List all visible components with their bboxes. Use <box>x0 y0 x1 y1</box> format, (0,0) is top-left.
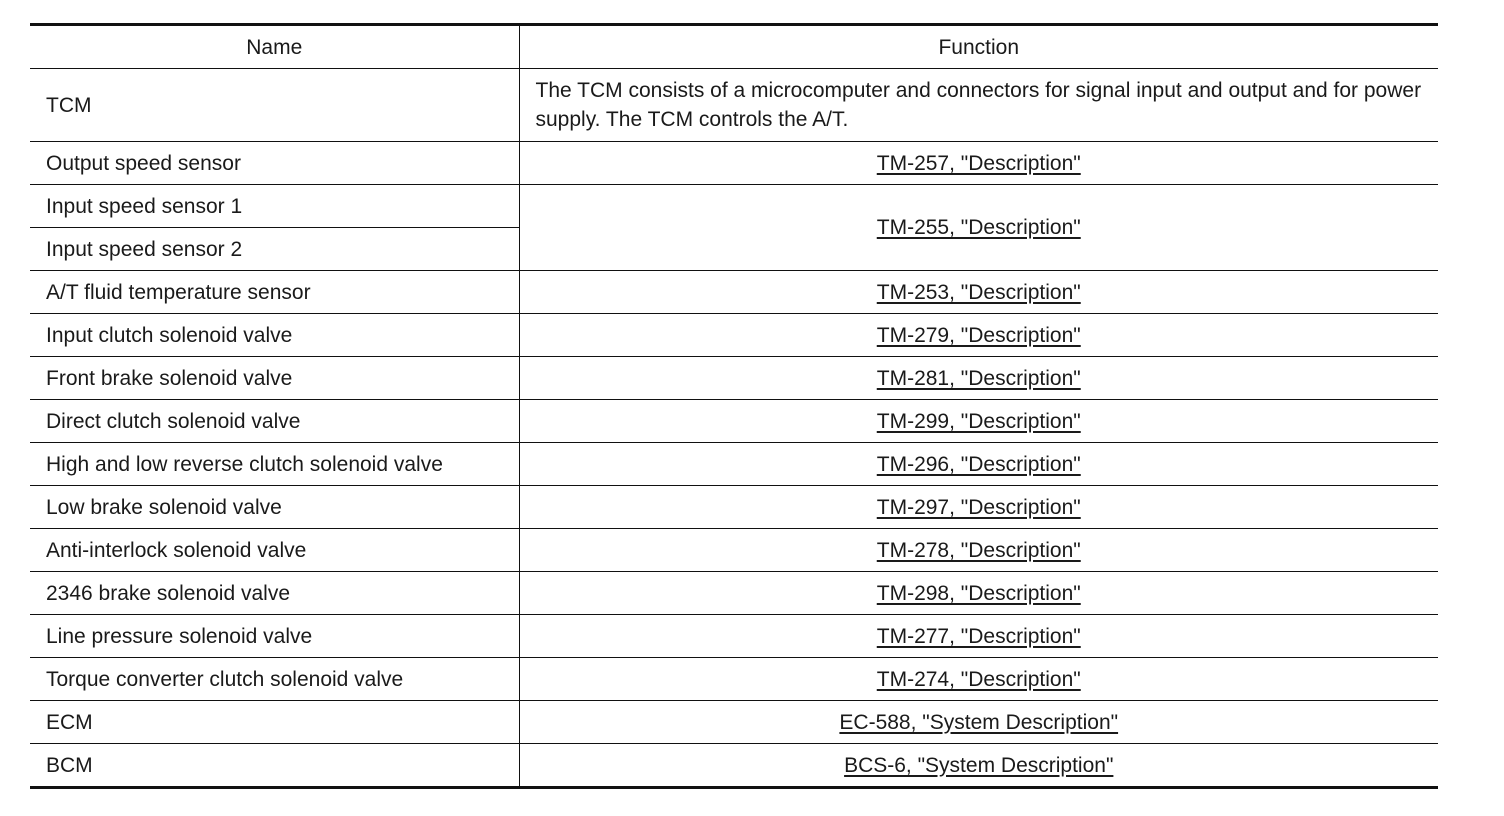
table-row <box>30 615 1438 658</box>
component-function-table <box>30 23 1438 789</box>
component-name-cell: Front brake solenoid valve <box>30 357 519 400</box>
component-name-cell: Torque converter clutch solenoid valve <box>30 658 519 701</box>
description-reference-link[interactable]: TM-253, "Description" <box>876 280 1081 304</box>
table-row <box>30 185 1438 228</box>
function-reference-cell <box>519 744 1438 788</box>
function-reference-cell <box>519 529 1438 572</box>
description-reference-link[interactable]: TM-277, "Description" <box>876 624 1081 648</box>
table-row <box>30 443 1438 486</box>
description-reference-link[interactable]: TM-299, "Description" <box>876 409 1081 433</box>
function-reference-cell <box>519 701 1438 744</box>
component-name-cell: TCM <box>30 69 519 142</box>
function-reference-cell <box>519 314 1438 357</box>
table-row <box>30 529 1438 572</box>
function-reference-cell <box>519 142 1438 185</box>
table-row <box>30 400 1438 443</box>
description-reference-link[interactable]: TM-298, "Description" <box>876 581 1081 605</box>
table-row <box>30 271 1438 314</box>
component-name-cell: Line pressure solenoid valve <box>30 615 519 658</box>
component-name-cell: ECM <box>30 701 519 744</box>
table-row <box>30 142 1438 185</box>
component-name-cell: Input speed sensor 1 <box>30 185 519 228</box>
function-reference-cell <box>519 443 1438 486</box>
table-header-row <box>30 25 1438 69</box>
description-reference-link[interactable]: TM-278, "Description" <box>876 538 1081 562</box>
function-reference-cell <box>519 357 1438 400</box>
table-row <box>30 658 1438 701</box>
column-header-name: Name <box>30 25 519 69</box>
component-name-cell: Output speed sensor <box>30 142 519 185</box>
component-name-cell: High and low reverse clutch solenoid valve <box>30 443 519 486</box>
description-reference-link[interactable]: TM-279, "Description" <box>876 323 1081 347</box>
component-name-cell: A/T fluid temperature sensor <box>30 271 519 314</box>
description-reference-link[interactable]: TM-274, "Description" <box>876 667 1081 691</box>
table-row <box>30 701 1438 744</box>
function-reference-cell <box>519 486 1438 529</box>
table-row <box>30 357 1438 400</box>
description-reference-link[interactable]: TM-296, "Description" <box>876 452 1081 476</box>
component-name-cell: BCM <box>30 744 519 788</box>
description-reference-link[interactable]: EC-588, "System Description" <box>839 710 1119 734</box>
component-name-cell: Anti-interlock solenoid valve <box>30 529 519 572</box>
function-reference-cell <box>519 658 1438 701</box>
description-reference-link[interactable]: TM-255, "Description" <box>876 216 1081 239</box>
description-reference-link[interactable]: BCS-6, "System Description" <box>844 753 1114 777</box>
function-reference-cell <box>519 400 1438 443</box>
description-reference-link[interactable]: TM-257, "Description" <box>876 151 1081 175</box>
component-name-cell: Input clutch solenoid valve <box>30 314 519 357</box>
function-reference-cell <box>519 185 1438 271</box>
table-row <box>30 486 1438 529</box>
component-name-cell: Low brake solenoid valve <box>30 486 519 529</box>
function-description-cell: The TCM consists of a microcomputer and connectors for signal input and output and for power supply. The TCM controls the A/T. <box>519 69 1438 142</box>
function-reference-cell <box>519 271 1438 314</box>
table-row <box>30 314 1438 357</box>
table-row <box>30 744 1438 788</box>
component-name-cell: Direct clutch solenoid valve <box>30 400 519 443</box>
table-row <box>30 69 1438 142</box>
description-reference-link[interactable]: TM-297, "Description" <box>876 495 1081 519</box>
description-reference-link[interactable]: TM-281, "Description" <box>876 366 1081 390</box>
function-reference-cell <box>519 615 1438 658</box>
component-name-cell: 2346 brake solenoid valve <box>30 572 519 615</box>
column-header-function: Function <box>519 25 1438 69</box>
table-row <box>30 572 1438 615</box>
function-reference-cell <box>519 572 1438 615</box>
component-name-cell: Input speed sensor 2 <box>30 228 519 271</box>
